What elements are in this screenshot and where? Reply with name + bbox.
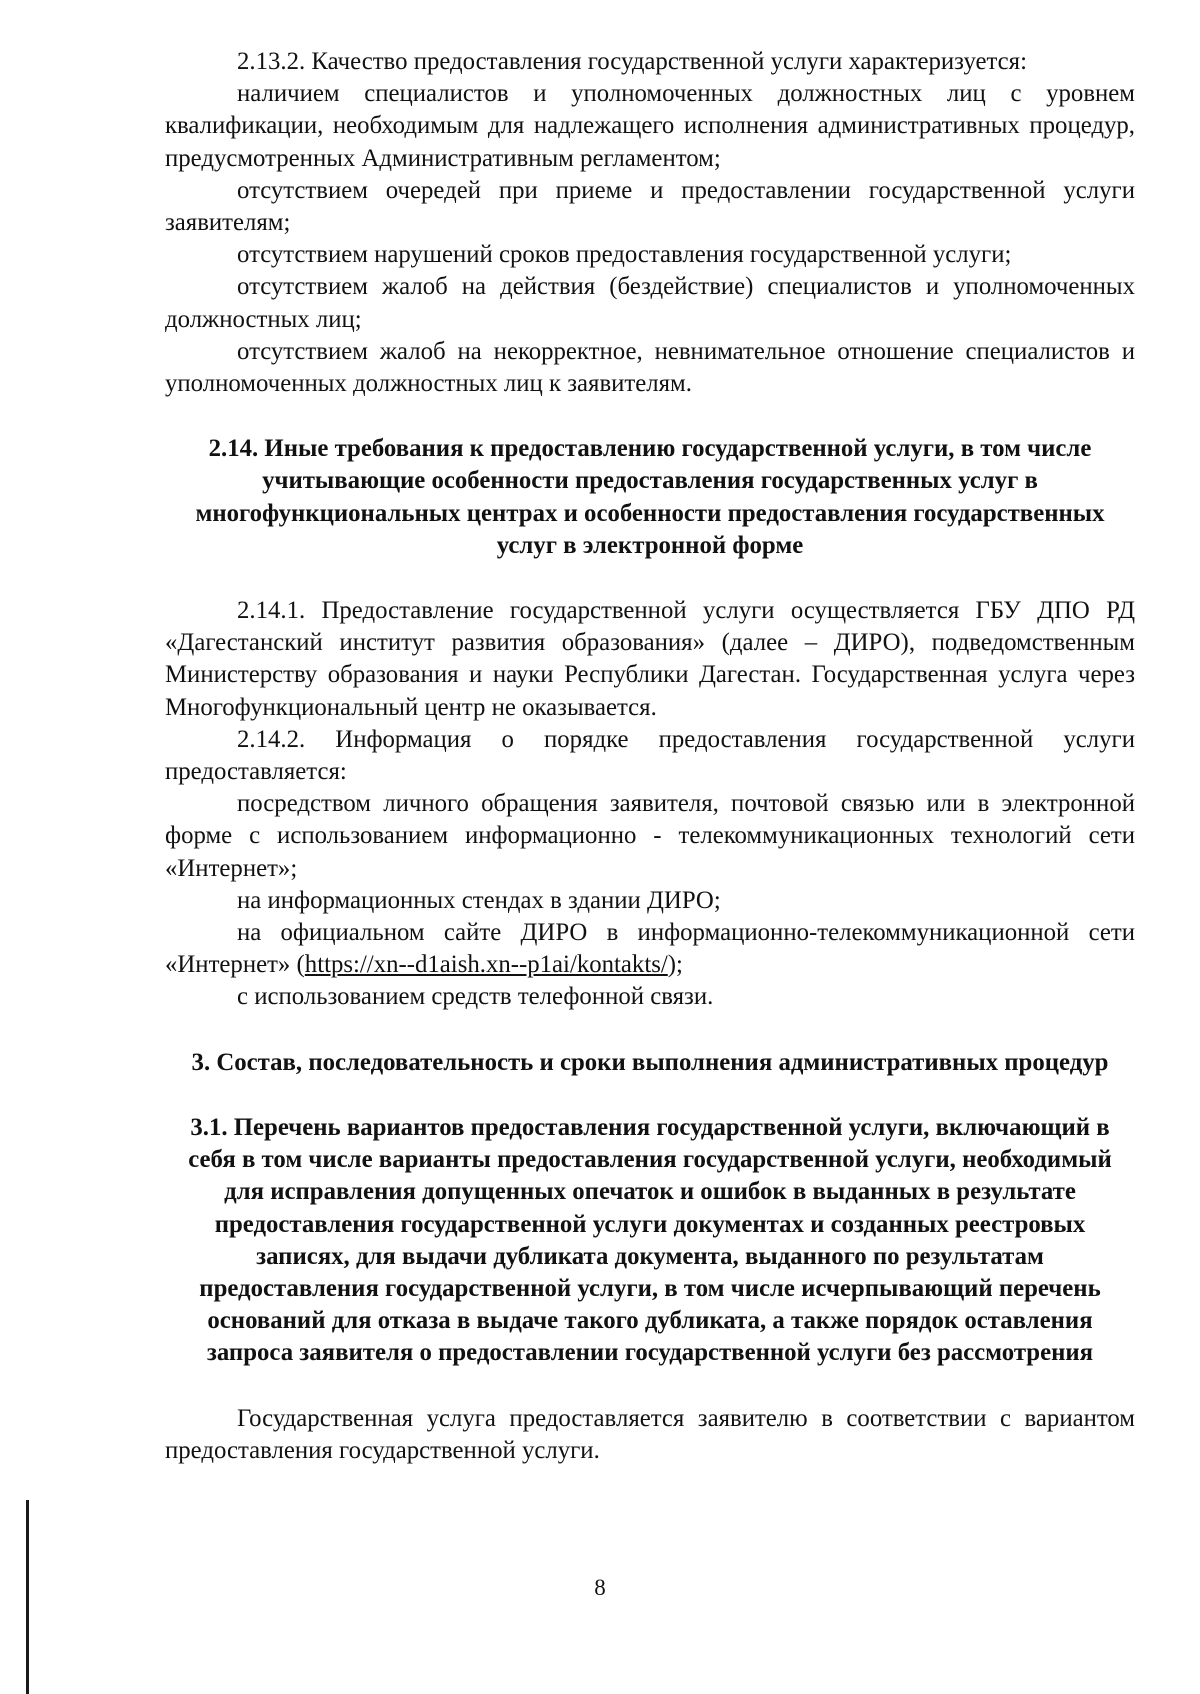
section-heading-3: 3. Состав, последовательность и сроки выполнения административных процедур [191, 1048, 1109, 1076]
section-3-1 [165, 1403, 1135, 1467]
paragraph: наличием специалистов и уполномоченных должностных лиц с уровнем квалификации, необходимым для надлежащего исполнения административных процедур, предусмотренных Административным регламентом; [165, 80, 1135, 172]
diro-website-link[interactable]: https://xn--d1aish.xn--p1ai/kontakts/ [304, 951, 668, 979]
section-heading-3-1: 3.1. Перечень вариантов предоставления государственной услуги, включающий в себя в том числе варианты предоставления государственной услуги, необходимый для исправления допущенных опечаток и ошибок в выданных в результате предоставления государственной услуги документах и созданных реестровых записях, для выдачи дубликата документа, выданного по результатам предоставления государственной услуги, в том числе исчерпывающий перечень оснований для отказа в выдаче такого дубликата, а также порядок оставления запроса заявителя о предоставлении государственной услуги без рассмотрения [188, 1113, 1112, 1367]
paragraph: отсутствием нарушений сроков предоставления государственной услуги; [237, 241, 1012, 269]
text-fragment: на официальном сайте ДИРО в информационно-телекоммуникационной сети «Интернет» ( [165, 919, 1135, 979]
paragraph: 2.13.2. Качество предоставления государственной услуги характеризуется: [237, 48, 1027, 75]
document-page [165, 46, 1135, 1467]
text-fragment: ); [667, 951, 683, 979]
paragraph: Государственная услуга предоставляется заявителю в соответствии с вариантом предоставления государственной услуги. [165, 1404, 1135, 1464]
section-2-14 [165, 595, 1135, 1014]
paragraph: отсутствием очередей при приеме и предоставлении государственной услуги заявителям; [165, 176, 1135, 237]
section-2-13 [165, 46, 1135, 400]
paragraph: с использованием средств телефонной связи. [237, 983, 714, 1011]
paragraph: посредством личного обращения заявителя, почтовой связью или в электронной форме с использованием информационно - телекоммуникационных технологий сети «Интернет»; [165, 790, 1135, 882]
paragraph: на информационных стендах в здании ДИРО; [237, 886, 721, 914]
section-heading-2-14: 2.14. Иные требования к предоставлению государственной услуги, в том числе учитывающие особенности предоставления государственных услуг в многофункциональных центрах и особенности предоставления государственных услуг в электронной форме [195, 435, 1105, 559]
paragraph-with-link [165, 917, 1135, 981]
paragraph: отсутствием жалоб на действия (бездействие) специалистов и уполномоченных должностных лиц; [165, 273, 1135, 333]
page-number: 8 [594, 1575, 606, 1600]
paragraph: 2.14.2. Информация о порядке предоставления государственной услуги предоставляется: [165, 725, 1135, 786]
paragraph: отсутствием жалоб на некорректное, невнимательное отношение специалистов и уполномоченных должностных лиц к заявителям. [165, 337, 1135, 398]
paragraph: 2.14.1. Предоставление государственной услуги осуществляется ГБУ ДПО РД «Дагестанский институт развития образования» (далее – ДИРО), подведомственным Министерству образования и науки Республики Дагестан. Государственная услуга через Многофункциональный центр не оказывается. [165, 597, 1135, 721]
